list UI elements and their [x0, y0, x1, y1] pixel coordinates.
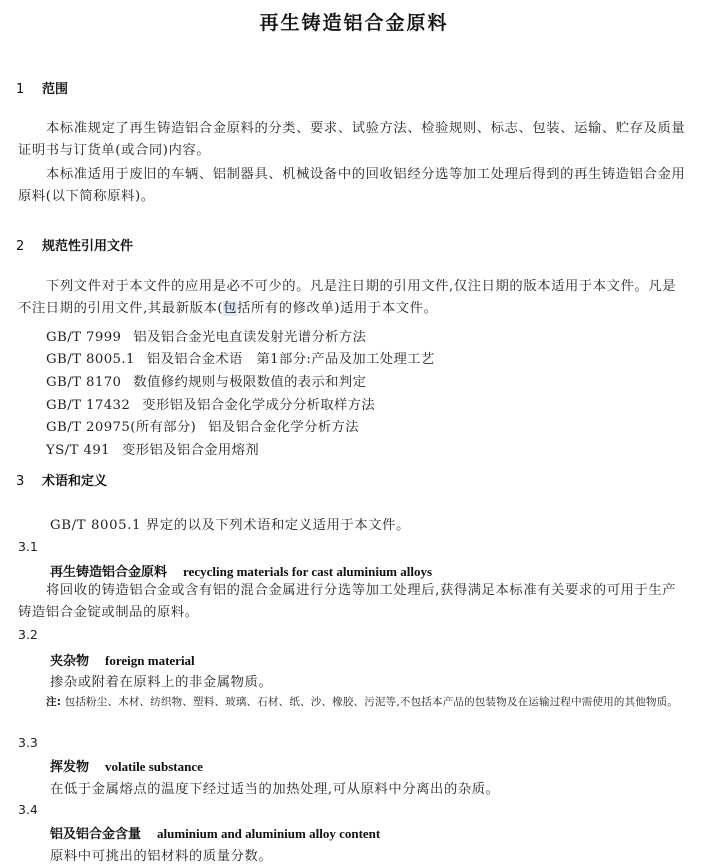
document-title: 再生铸造铝合金原料: [259, 12, 449, 34]
term-heading: [50, 756, 203, 775]
reference-item: [46, 416, 359, 435]
scope-paragraph-1: 本标准规定了再生铸造铝合金原料的分类、要求、试验方法、检验规则、标志、包装、运输、贮存及质量证明书与订货单(或合同)内容。: [18, 121, 686, 158]
note-text: 包括粉尘、木材、纺织物、塑料、玻璃、石材、纸、沙、橡胶、污泥等,不包括本产品的包装物及在运输过程中需使用的其他物质。: [64, 696, 679, 708]
term-definition: 掺杂或附着在原料上的非金属物质。: [50, 675, 273, 690]
reference-item: [46, 439, 259, 458]
term-en: volatile substance: [105, 759, 203, 774]
reference-item: [46, 326, 366, 345]
section-number: 1: [16, 82, 25, 97]
section-1-heading: [16, 78, 68, 97]
reference-item: [46, 371, 366, 390]
term-heading: [50, 823, 380, 842]
term-zh: 再生铸造铝合金原料: [50, 565, 168, 580]
reference-title: 变形铝及铝合金用熔剂: [122, 443, 260, 458]
term-en: aluminium and aluminium alloy content: [157, 826, 381, 841]
clause-number: 3.3: [18, 735, 38, 750]
term-definition: 在低于金属熔点的温度下经过适当的加热处理,可从原料中分离出的杂质。: [50, 782, 500, 797]
section-3-heading: [16, 470, 107, 489]
clause-number: 3.2: [18, 627, 38, 642]
reference-title: 数值修约规则与极限数值的表示和判定: [133, 375, 367, 390]
term-note: [46, 692, 686, 712]
scope-paragraph-2: 本标准适用于废旧的车辆、铝制器具、机械设备中的回收铝经分选等加工处理后得到的再生铸造铝合金用原料(以下简称原料)。: [18, 167, 686, 204]
reference-code: GB/T 8170: [46, 375, 122, 390]
reference-title: 铝及铝合金术语 第1部分:产品及加工处理工艺: [146, 352, 435, 367]
term-definition: 将回收的铸造铝合金或含有铝的混合金属进行分选等加工处理后,获得满足本标准有关要求的可用于生产铸造铝合金锭或制品的原料。: [18, 583, 677, 620]
term-zh: 挥发物: [50, 760, 90, 775]
clause-number: 3.1: [18, 539, 38, 554]
text-selection-highlight[interactable]: 包: [223, 301, 238, 316]
section-title: 范围: [42, 82, 69, 97]
term-heading: [50, 650, 195, 669]
reference-item: [46, 348, 435, 367]
clause-number: 3.4: [18, 802, 38, 817]
term-zh: 夹杂物: [50, 654, 90, 669]
note-label: 注:: [46, 696, 62, 708]
section-title: 规范性引用文件: [42, 239, 134, 254]
reference-title: 铝及铝合金化学分析方法: [208, 420, 359, 435]
reference-item: [46, 394, 375, 413]
term-zh: 铝及铝合金含量: [50, 827, 142, 842]
reference-title: 变形铝及铝合金化学成分分析取样方法: [142, 398, 376, 413]
term-en: recycling materials for cast aluminium alloys: [183, 564, 433, 579]
reference-code: GB/T 20975(所有部分): [46, 420, 197, 435]
reference-code: GB/T 7999: [46, 330, 122, 345]
section-number: 2: [16, 239, 25, 254]
term-en: foreign material: [105, 653, 195, 668]
references-intro: 下列文件对于本文件的应用是必不可少的。凡是注日期的引用文件,仅注日期的版本适用于本文件。凡是不注日期的引用文件,其最新版本(包括所有的修改单)适用于本文件。: [18, 279, 677, 316]
reference-title: 铝及铝合金光电直读发射光谱分析方法: [133, 330, 367, 345]
section-2-heading: [16, 235, 133, 254]
term-heading: [50, 561, 432, 580]
reference-code: YS/T 491: [46, 443, 111, 458]
reference-code: GB/T 8005.1: [46, 352, 135, 367]
terms-intro: GB/T 8005.1 界定的以及下列术语和定义适用于本文件。: [50, 518, 410, 533]
reference-code: GB/T 17432: [46, 398, 131, 413]
section-title: 术语和定义: [42, 474, 108, 489]
section-number: 3: [16, 474, 25, 489]
term-definition: 原料中可挑出的铝材料的质量分数。: [50, 849, 273, 864]
